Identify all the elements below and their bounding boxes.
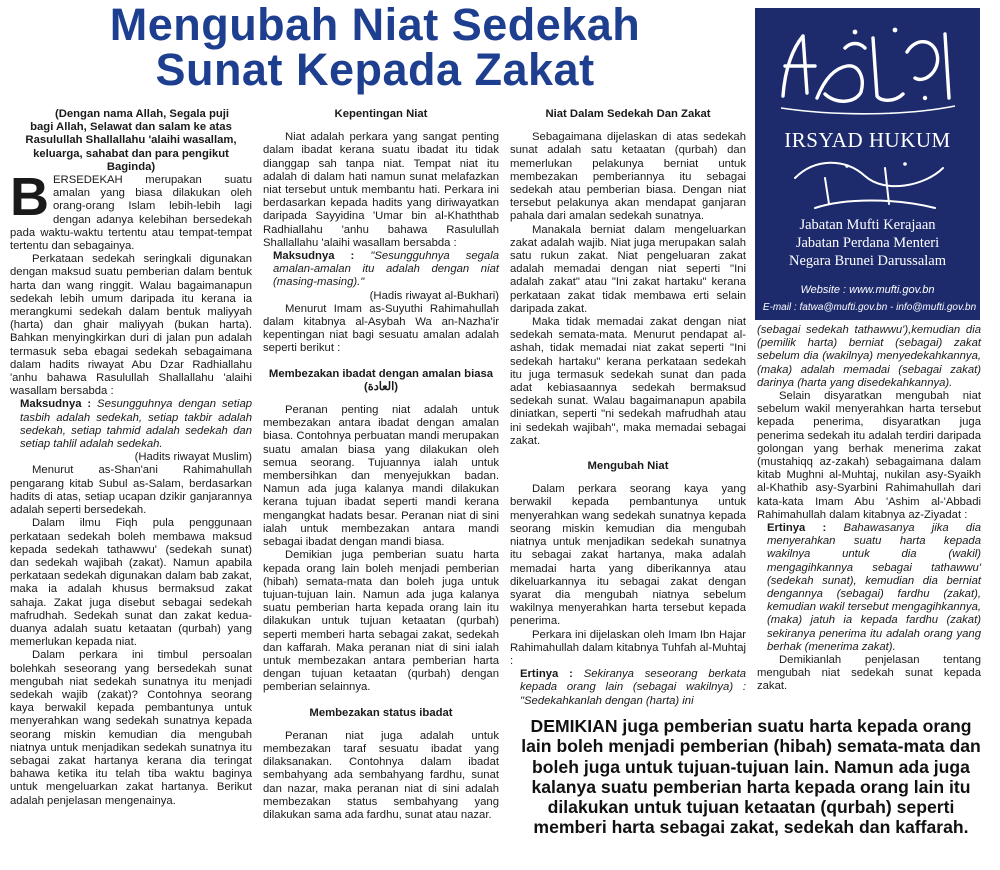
section-heading: Membezakan ibadat dengan amalan biasa (العادة) [268, 367, 494, 393]
paragraph: Dalam ilmu Fiqh pula penggunaan perkataan sedekah boleh membawa maksud kepada sedekah tathawwu' (sedekah sunat) dan sedekah wajibah (zakat). Namun apabila perkataan sedekah digunakan dalam bab zakat, maka ia adalah khusus bermaksud zakat sahaja. Zakat juga disebut sebagai sedekah mafrudhah. Sedekah sunat dan zakat kedua-duanya adalah suatu ketaatan (qurbah) yang memerlukan kepada niat. [10, 517, 252, 649]
paragraph: Selain disyaratkan mengubah niat sebelum wakil menyerahkan harta tersebut kepada penerima, disyaratkan juga penerima sedekah itu adalah terdiri daripada golongan yang berhak menerima zakat (mustahiqq az-zakah) sebagaimana dalam kitab Mughni al-Muhtaj, nukilan asy-Syaikh al-Khathib asy-Syarbini Rahimahullah dari kata-kata Imam Abu 'Ashim al-'Abbadi Rahimahullah dalam kitabnya az-Ziyadat : [757, 390, 981, 521]
hadith-reference: (Hadis riwayat al-Bukhari) [369, 289, 499, 302]
paragraph [10, 167, 252, 253]
paragraph-text: ERSEDEKAH merupakan suatu amalan yang biasa dilakukan oleh orang-orang Islam lebih-lebih lagi dengan adanya kelebihan bersedekah pada waktu-waktu tertentu atau tempat-tempat tertentu dan sebagainya. [10, 174, 252, 253]
section-heading: Kepentingan Niat [334, 108, 428, 120]
section-heading: Niat Dalam Sedekah Dan Zakat [545, 108, 711, 120]
paragraph: Sebagaimana dijelaskan di atas sedekah sunat adalah satu ketaatan (qurbah) dan memerlukan pelakunya berniat untuk membezakan pemberiannya itu sebagai sedekah atau pemberian biasa. Dengan niat tersebut pelakunya akan mendapat ganjaran pahala dari amalan sedekah sunatnya. [510, 131, 746, 223]
quote [10, 398, 252, 451]
quote-text: Sekiranya seseorang berkata kepada orang lain (sebagai wakilnya) : "Sedekahkanlah dengan (harta) ini [520, 668, 747, 707]
drop-cap: B [10, 167, 49, 228]
paragraph: Menurut Imam as-Suyuthi Rahimahullah dalam kitabnya al-Asybah Wa an-Nazha'ir kepentingan niat bagi sesuatu amalan adalah seperti berikut : [263, 302, 499, 355]
paragraph: Peranan penting niat adalah untuk membezakan antara ibadat dengan amalan biasa. Contohnya perbuatan mandi merupakan suatu amalan biasa yang dilakukan oleh semua seorang. Tujuannya ialah untuk membersihkan dan menyejukkan badan. Namun ada juga kalanya mandi dilakukan kerana tujuan ibadat seperti mandi kerana mengangkat hadats besar. Peranan niat di sini ialah untuk membezakan antara mandi sebagai ibadat dengan mandi biasa. [263, 404, 499, 549]
article-column-1 [10, 108, 252, 808]
paragraph: Demikianlah penjelasan tentang mengubah niat sedekah sunat kepada zakat. [757, 654, 981, 693]
quote [757, 522, 981, 654]
quote-label: Maksudnya : [273, 250, 355, 263]
intro-invocation: (Dengan nama Allah, Segala puji bagi Allah, Selawat dan salam ke atas Rasulullah Shallallahu 'alaihi wasallam, keluarga, sahabat dan para pengikut Baginda) [25, 108, 237, 173]
paragraph: Niat adalah perkara yang sangat penting dalam ibadat kerana suatu ibadat itu tidak dianggap sah tanpa niat. Tempat niat itu adalah di dalam hati namun sunat melafazkan niat tersebut untuk membantu hati. Perkara ini berdasarkan kepada hadits yang diriwayatkan daripada Sayyidina 'Umar bin al-Khaththab Radhiallahu 'anhu bahawa Rasulullah Shallallahu 'alaihi wasallam bersabda : [263, 131, 499, 249]
quote-text: "Sesungguhnya segala amalan-amalan itu adalah dengan niat (masing-masing)." [273, 250, 499, 289]
article-column-3 [510, 108, 746, 708]
banner-website: Website : www.mufti.gov.bn [800, 284, 935, 296]
irsyad-hukum-banner [755, 8, 980, 320]
paragraph: Perkara ini dijelaskan oleh Imam Ibn Hajar Rahimahullah dalam kitabnya Tuhfah al-Muhtaj : [510, 628, 746, 667]
quote-label: Ertinya : [520, 668, 573, 681]
quote-continuation: (sebagai sedekah tathawwu'),kemudian dia (pemilik harta) berniat (sebagai) zakat sebelum dia (wakilnya) menyedekahkannya, (maka) adalah memadai (sebagai zakat) darinya (harta yang disedekahkannya). [757, 324, 981, 389]
pull-quote: DEMIKIAN juga pemberian suatu harta kepada orang lain boleh menjadi pemberian (hibah) semata-mata dan boleh juga untuk tujuan-tujuan lain. Namun ada juga kalanya suatu pemberian harta kepada orang lain itu dilakukan untuk tujuan ketaatan (qurbah) seperti memberi harta sebagai zakat, sedekah dan kaffarah. [521, 716, 981, 838]
banner-email: E-mail : fatwa@mufti.gov.bn - info@mufti.gov.bn [762, 302, 977, 313]
section-heading: Membezakan status ibadat [309, 706, 453, 719]
paragraph: Menurut as-Shan'ani Rahimahullah pengarang kitab Subul as-Salam, berdasarkan hadits di atas, setiap ucapan dzikir ganjarannya adalah seperti bersedekah. [10, 464, 252, 517]
article-title-line-2: Sunat Kepada Zakat [155, 44, 595, 95]
paragraph: Manakala berniat dalam mengeluarkan zakat adalah wajib. Niat juga merupakan salah satu rukun zakat. Niat pengeluaran zakat adalah memadai dengan niat seperti "Ini adalah zakat" atau "Ini zakat hartaku" kerana perkataan zakat tidak membawa erti selain daripada zakat. [510, 223, 746, 315]
section-heading: Mengubah Niat [587, 460, 669, 473]
paragraph: Peranan niat juga adalah untuk membezakan taraf sesuatu ibadat yang dilaksanakan. Contohnya dalam ibadat sembahyang ada sembahyang fardhu, sunat dan nazar, maka peranan niat di sini adalah membezakan status sembahyang yang dilakukan sama ada fardhu, sunat atau nazar. [263, 729, 499, 821]
calligraphy-logo-icon [755, 8, 980, 320]
article-column-4 [757, 324, 981, 694]
paragraph: Dalam perkara seorang kaya yang berwakil kepada pembantunya untuk menyerahkan wang sedekah sunatnya kepada seorang miskin kemudian dia mengubah niatnya untuk menjadikan sedekah sunatnya itu sebagai zakat hartanya, maka adalah memadai harta yang diberikannya atau dikeluarkannya itu sebagai zakat dengan syarat dia mengubah niatnya sebelum wakilnya menyerahkan harta tersebut kepada penerima. [510, 483, 746, 628]
article-title-line-1: Mengubah Niat Sedekah [109, 0, 641, 50]
quote [510, 668, 746, 708]
banner-title: IRSYAD HUKUM [784, 128, 951, 152]
quote-text: Sesungguhnya dengan setiap tasbih adalah sedekah, setiap takbir adalah sedekah, setiap tahmid adalah sedekah dan setiap tahlil adalah sedekah. [20, 398, 253, 451]
quote-label: Ertinya : [767, 522, 827, 535]
article-title [10, 0, 740, 95]
paragraph: Demikian juga pemberian suatu harta kepada orang lain boleh menjadi pemberian (hibah) semata-mata dan boleh juga untuk tujuan-tujuan lain. Namun ada juga kalanya suatu pemberian harta kepada orang lain itu dilakukan untuk tujuan ketaatan (qurbah) seperti memberi harta sebagai zakat, sedekah dan kaffarah. Maka peranan niat di sini ialah untuk membezakan antara pemberian harta dengan tujuan ketaatan (qurbah) dengan pemberian selainnya. [263, 549, 499, 694]
quote-text: Bahawasanya jika dia menyerahkan suatu harta kepada wakilnya untuk dia (wakil) mengagihkannya sebagai tathawwu' (sedekah sunat), kemudian dia berniat dengannya (sebagai) fardhu (zakat), kemudian wakil tersebut mengagihkannya, (maka) jatuh ia kepada fardhu (zakat) sekiranya penerima itu adalah orang yang berhak (menerima zakat). [767, 522, 981, 653]
banner-line-3: Negara Brunei Darussalam [788, 253, 947, 269]
quote-label: Maksudnya : [20, 398, 92, 411]
paragraph: Dalam perkara ini timbul persoalan bolehkah seseorang yang bersedekah sunat mengubah niat sedekah sunatnya itu menjadi sedekah wajib (zakat)? Contohnya seorang kaya berwakil kepada pembantunya untuk menyerahkan wang sedekah sunatnya kepada seorang miskin kemudian dia mengubah niatnya untuk menjadikan sedekah sunatnya itu sebagai zakat hartanya kerana dia teringat bahawa ketika itu telah tiba waktu baginya untuk mengeluarkan zakat hartanya. Berikut adalah penjelasan mengenainya. [10, 649, 252, 807]
paragraph: Maka tidak memadai zakat dengan niat sedekah semata-mata. Menurut pendapat al-ashah, tidak memadai niat zakat seperti "Ini sedekah hartaku" kerana perkataan sedekah itu juga termasuk sedekah sunat dan pada adat kebiasaannya sedekah bermaksud sedekah sunat. Walau bagaimanapun apabila diniatkan, seperti "ni sedekah mafrudhah atau ini sedekah wajibah", maka memadai sebagai zakat. [510, 316, 746, 447]
banner-line-1: Jabatan Mufti Kerajaan [799, 217, 936, 233]
hadith-reference: (Hadits riwayat Muslim) [134, 451, 252, 464]
quote [263, 250, 499, 290]
paragraph: Perkataan sedekah seringkali digunakan dengan maksud suatu pemberian dalam bentuk harta dan wang ringgit. Walau bagaimanapun sedekah lebih umum daripada itu kerana ia merangkumi sedekah dalam bentuk maliyyah (harta) dan ghair maliyyah (bukan harta). Bahkan menyingkirkan duri di jalan pun adalah termasuk seba ebagai sedekah sebagaimana dalam hadits riwayat Abu Dzar Radhiallahu 'anhu bahawa Rasulullah Shallallahu 'alaihi wasallam bersabda : [10, 253, 252, 398]
article-column-2 [263, 108, 499, 822]
banner-line-2: Jabatan Perdana Menteri [795, 235, 940, 251]
